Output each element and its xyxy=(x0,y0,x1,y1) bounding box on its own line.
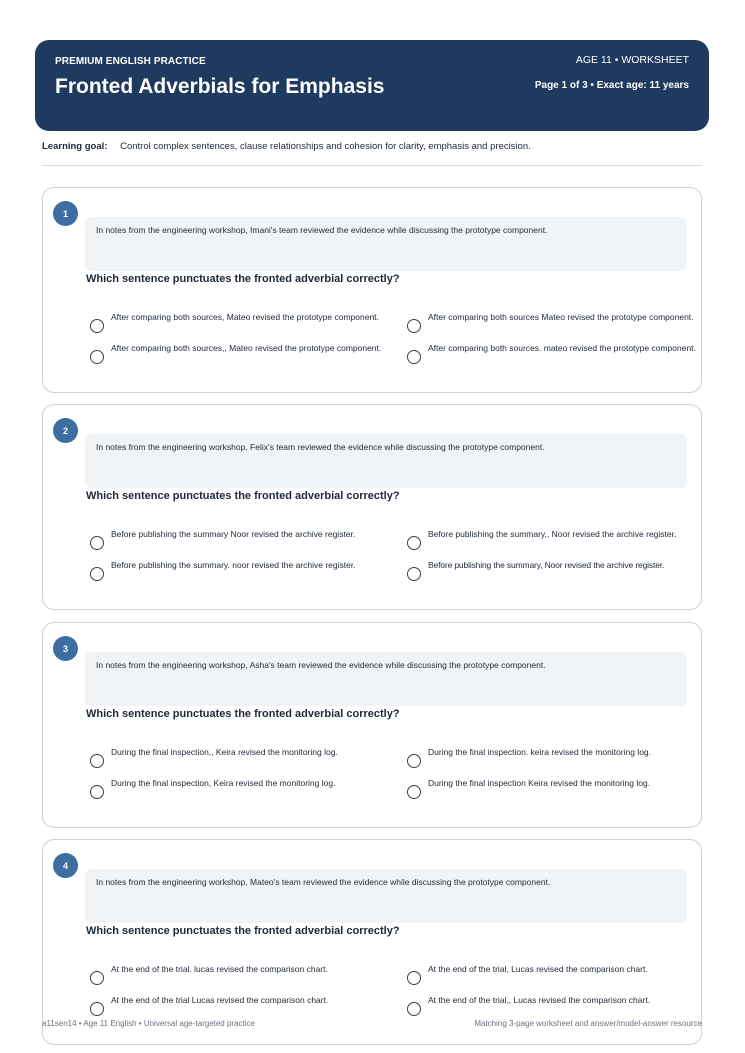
footer-right: Matching 3-page worksheet and answer/model-answer resource xyxy=(474,1019,702,1028)
question-context: In notes from the engineering workshop, Felix's team reviewed the evidence while discussing the prototype component. xyxy=(85,434,687,488)
radio-button[interactable] xyxy=(90,319,104,333)
divider xyxy=(42,165,702,166)
radio-button[interactable] xyxy=(90,754,104,768)
answer-option-1d[interactable] xyxy=(404,343,714,371)
radio-button[interactable] xyxy=(407,536,421,550)
question-number-badge: 4 xyxy=(53,853,78,878)
answer-option-2d[interactable] xyxy=(404,560,698,588)
radio-button[interactable] xyxy=(90,971,104,985)
answer-option-3c[interactable] xyxy=(87,778,397,806)
question-context: In notes from the engineering workshop, Mateo's team reviewed the evidence while discussing the prototype component. xyxy=(85,869,687,923)
answer-option-text: Before publishing the summary, Noor revised the archive register. xyxy=(428,560,665,570)
answer-option-1a[interactable] xyxy=(87,312,397,340)
answer-option-text: At the end of the trial, Lucas revised the comparison chart. xyxy=(428,964,648,974)
header-age-label: AGE 11 • WORKSHEET xyxy=(575,54,689,66)
radio-button[interactable] xyxy=(407,350,421,364)
answer-option-3b[interactable] xyxy=(404,747,714,775)
answer-option-text: After comparing both sources. mateo revised the prototype component. xyxy=(428,343,696,353)
page-title: Fronted Adverbials for Emphasis xyxy=(55,75,385,98)
question-prompt: Which sentence punctuates the fronted adverbial correctly? xyxy=(86,925,400,937)
answer-option-text: Before publishing the summary,, Noor revised the archive register. xyxy=(428,529,677,539)
question-number-badge: 2 xyxy=(53,418,78,443)
question-card-2 xyxy=(42,404,702,610)
answer-option-2a[interactable] xyxy=(87,529,397,557)
answer-option-text: After comparing both sources,, Mateo revised the prototype component. xyxy=(111,343,382,353)
answer-option-4a[interactable] xyxy=(87,964,397,992)
answer-option-text: During the final inspection Keira revised the monitoring log. xyxy=(428,778,651,788)
answer-option-1c[interactable] xyxy=(87,343,397,371)
question-card-1 xyxy=(42,187,702,393)
answer-option-text: Before publishing the summary. noor revised the archive register. xyxy=(111,560,356,570)
footer-left: a11sen14 • Age 11 English • Universal age-targeted practice xyxy=(42,1019,255,1028)
radio-button[interactable] xyxy=(407,754,421,768)
question-number-badge: 1 xyxy=(53,201,78,226)
radio-button[interactable] xyxy=(407,1002,421,1016)
learning-goal xyxy=(42,141,531,152)
header-kicker: PREMIUM ENGLISH PRACTICE xyxy=(55,56,206,67)
radio-button[interactable] xyxy=(90,1002,104,1016)
answer-option-3d[interactable] xyxy=(404,778,714,806)
radio-button[interactable] xyxy=(90,567,104,581)
answer-option-text: Before publishing the summary Noor revised the archive register. xyxy=(111,529,356,539)
question-number-badge: 3 xyxy=(53,636,78,661)
radio-button[interactable] xyxy=(407,785,421,799)
question-prompt: Which sentence punctuates the fronted adverbial correctly? xyxy=(86,273,400,285)
answer-option-text: At the end of the trial Lucas revised the comparison chart. xyxy=(111,995,329,1005)
answer-option-text: During the final inspection,, Keira revised the monitoring log. xyxy=(111,747,338,757)
question-prompt: Which sentence punctuates the fronted adverbial correctly? xyxy=(86,708,400,720)
answer-option-text: After comparing both sources, Mateo revised the prototype component. xyxy=(111,312,379,322)
question-card-4 xyxy=(42,839,702,1045)
radio-button[interactable] xyxy=(407,319,421,333)
question-context: In notes from the engineering workshop, Asha's team reviewed the evidence while discussing the prototype component. xyxy=(85,652,687,706)
learning-goal-text: Control complex sentences, clause relationships and cohesion for clarity, emphasis and precision. xyxy=(120,141,531,152)
learning-goal-label: Learning goal: xyxy=(42,141,108,152)
radio-button[interactable] xyxy=(90,350,104,364)
answer-option-text: At the end of the trial,, Lucas revised the comparison chart. xyxy=(428,995,651,1005)
worksheet-header xyxy=(35,40,709,131)
answer-option-4b[interactable] xyxy=(404,964,714,992)
question-prompt: Which sentence punctuates the fronted adverbial correctly? xyxy=(86,490,400,502)
answer-option-3a[interactable] xyxy=(87,747,397,775)
answer-option-text: During the final inspection. keira revised the monitoring log. xyxy=(428,747,652,757)
header-page-info: Page 1 of 3 • Exact age: 11 years xyxy=(534,80,689,91)
question-card-3 xyxy=(42,622,702,828)
radio-button[interactable] xyxy=(407,971,421,985)
radio-button[interactable] xyxy=(90,536,104,550)
answer-option-2c[interactable] xyxy=(87,560,397,588)
question-context: In notes from the engineering workshop, Imani's team reviewed the evidence while discussing the prototype component. xyxy=(85,217,687,271)
radio-button[interactable] xyxy=(90,785,104,799)
answer-option-text: At the end of the trial. lucas revised the comparison chart. xyxy=(111,964,328,974)
answer-option-text: During the final inspection, Keira revised the monitoring log. xyxy=(111,778,336,788)
answer-option-2b[interactable] xyxy=(404,529,714,557)
radio-button[interactable] xyxy=(407,567,421,581)
answer-option-1b[interactable] xyxy=(404,312,714,340)
answer-option-text: After comparing both sources Mateo revised the prototype component. xyxy=(428,312,694,322)
